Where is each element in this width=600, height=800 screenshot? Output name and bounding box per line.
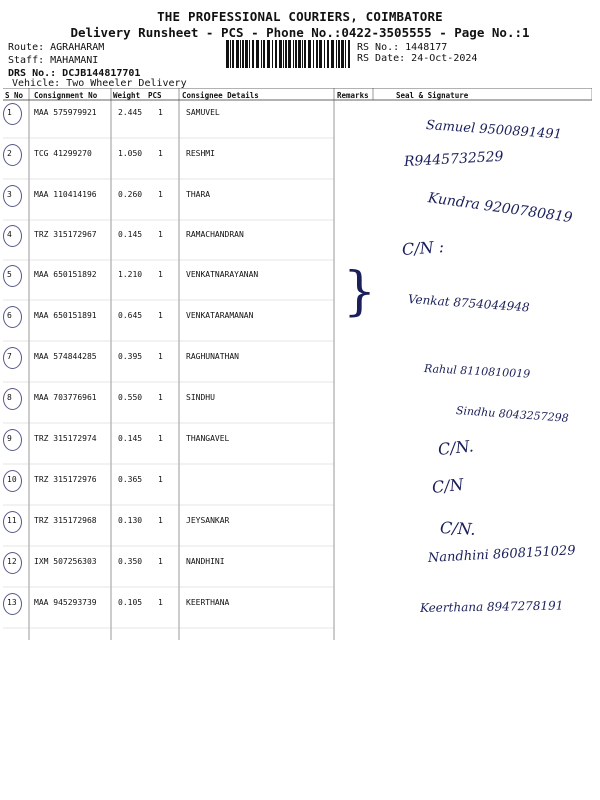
row-pieces: 1 <box>158 557 163 566</box>
row-consignee-name: VENKATARAMANAN <box>186 311 254 320</box>
row-pieces: 1 <box>158 230 163 239</box>
column-header-pcs: PCS <box>148 91 162 100</box>
staff-label: Staff: MAHAMANI <box>8 55 99 66</box>
row-serial-circle-mark <box>3 552 22 574</box>
rs-number: RS No.: 1448177 <box>357 42 448 53</box>
row-serial-circle-mark <box>3 429 22 451</box>
row-consignee-name: RAMACHANDRAN <box>186 230 244 239</box>
row-pieces: 1 <box>158 108 163 117</box>
row-serial-number: 10 <box>7 475 17 484</box>
row-consignment-number: MAA 574844285 <box>34 352 97 361</box>
row-consignment-number: MAA 945293739 <box>34 598 97 607</box>
row-serial-circle-mark <box>3 470 22 492</box>
row-serial-circle-mark <box>3 347 22 369</box>
row-consignee-name: THANGAVEL <box>186 434 230 443</box>
row-serial-number: 7 <box>7 352 12 361</box>
row-handwritten-signature: Samuel 9500891491 <box>425 118 563 143</box>
row-weight: 0.645 <box>118 311 143 320</box>
row-serial-number: 13 <box>7 598 17 607</box>
row-serial-circle-mark <box>3 511 22 533</box>
row-consignment-number: TRZ 315172976 <box>34 475 97 484</box>
row-weight: 0.395 <box>118 352 143 361</box>
row-weight: 0.105 <box>118 598 143 607</box>
row-serial-circle-mark <box>3 185 22 207</box>
row-handwritten-signature: Sindhu 8043257298 <box>455 404 570 425</box>
row-serial-circle-mark <box>3 306 22 328</box>
row-serial-number: 1 <box>7 108 12 117</box>
runsheet-title: THE PROFESSIONAL COURIERS, COIMBATORE <box>157 9 443 24</box>
row-serial-number: 11 <box>7 516 17 525</box>
row-consignment-number: TRZ 315172968 <box>34 516 97 525</box>
row-serial-number: 6 <box>7 311 12 320</box>
row-consignee-name: KEERTHANA <box>186 598 230 607</box>
route-label: Route: AGRAHARAM <box>8 42 105 53</box>
row-pieces: 1 <box>158 149 163 158</box>
row-weight: 0.130 <box>118 516 143 525</box>
row-consignment-number: MAA 650151891 <box>34 311 97 320</box>
column-header-consignee: Consignee Details <box>182 91 259 100</box>
row-consignee-name: JEYSANKAR <box>186 516 230 525</box>
row-consignment-number: MAA 575979921 <box>34 108 97 117</box>
row-consignee-name: SINDHU <box>186 393 215 402</box>
row-weight: 1.050 <box>118 149 143 158</box>
row-serial-number: 12 <box>7 557 17 566</box>
row-handwritten-signature: Keerthana 8947278191 <box>419 598 564 615</box>
row-consignment-number: MAA 110414196 <box>34 190 97 199</box>
row-handwritten-signature: Venkat 8754044948 <box>407 292 531 315</box>
row-pieces: 1 <box>158 311 163 320</box>
row-handwritten-signature: Kundra 9200780819 <box>426 190 574 227</box>
row-handwritten-signature: C/N : <box>401 237 445 259</box>
column-header-weight: Weight <box>113 91 141 100</box>
row-consignee-name: NANDHINI <box>186 557 225 566</box>
row-serial-circle-mark <box>3 388 22 410</box>
column-header-seal-signature: Seal & Signature <box>396 91 469 100</box>
row-pieces: 1 <box>158 598 163 607</box>
row-consignee-name: SAMUVEL <box>186 108 220 117</box>
barcode-image <box>226 40 350 68</box>
row-consignee-name: RESHMI <box>186 149 215 158</box>
row-pieces: 1 <box>158 475 163 484</box>
column-header-sno: S No <box>5 91 24 100</box>
row-consignee-name: VENKATNARAYANAN <box>186 270 259 279</box>
row-weight: 0.145 <box>118 230 143 239</box>
row-pieces: 1 <box>158 190 163 199</box>
row-serial-number: 2 <box>7 149 12 158</box>
row-weight: 2.445 <box>118 108 143 117</box>
row-serial-number: 4 <box>7 230 12 239</box>
row-consignment-number: MAA 650151892 <box>34 270 97 279</box>
row-pieces: 1 <box>158 352 163 361</box>
row-weight: 1.210 <box>118 270 143 279</box>
row-serial-circle-mark <box>3 103 22 125</box>
row-serial-number: 8 <box>7 393 12 402</box>
row-serial-circle-mark <box>3 225 22 247</box>
row-consignee-name: THARA <box>186 190 211 199</box>
row-consignment-number: IXM 507256303 <box>34 557 97 566</box>
row-consignee-name: RAGHUNATHAN <box>186 352 239 361</box>
row-handwritten-signature: C/N. <box>439 518 477 539</box>
row-weight: 0.365 <box>118 475 143 484</box>
row-pieces: 1 <box>158 270 163 279</box>
row-serial-circle-mark <box>3 593 22 615</box>
row-consignment-number: MAA 703776961 <box>34 393 97 402</box>
column-header-consignment: Consignment No <box>34 91 98 100</box>
runsheet-subtitle: Delivery Runsheet - PCS - Phone No.:0422-3505555 - Page No.:1 <box>70 25 530 40</box>
row-serial-number: 3 <box>7 190 12 199</box>
row-handwritten-signature: R9445732529 <box>403 148 504 170</box>
row-weight: 0.260 <box>118 190 143 199</box>
column-header-remarks: Remarks <box>337 91 369 100</box>
row-serial-circle-mark <box>3 144 22 166</box>
drs-label: DRS No.: DCJB144817701 <box>8 68 141 79</box>
row-consignment-number: TCG 41299270 <box>34 149 92 158</box>
row-serial-circle-mark <box>3 265 22 287</box>
rs-date: RS Date: 24-Oct-2024 <box>357 53 478 64</box>
row-handwritten-signature: Nandhini 8608151029 <box>427 543 576 566</box>
row-weight: 0.145 <box>118 434 143 443</box>
row-weight: 0.350 <box>118 557 143 566</box>
row-weight: 0.550 <box>118 393 143 402</box>
row-consignment-number: TRZ 315172974 <box>34 434 97 443</box>
row-handwritten-signature: C/N. <box>437 436 475 459</box>
remarks-brace-mark: } <box>343 262 377 322</box>
row-consignment-number: TRZ 315172967 <box>34 230 97 239</box>
row-serial-number: 5 <box>7 270 12 279</box>
row-handwritten-signature: C/N <box>431 474 465 497</box>
row-handwritten-signature: Rahul 8110810019 <box>423 362 531 381</box>
row-pieces: 1 <box>158 434 163 443</box>
row-pieces: 1 <box>158 393 163 402</box>
row-pieces: 1 <box>158 516 163 525</box>
row-serial-number: 9 <box>7 434 12 443</box>
vehicle-label: Vehicle: Two Wheeler Delivery <box>12 78 187 89</box>
